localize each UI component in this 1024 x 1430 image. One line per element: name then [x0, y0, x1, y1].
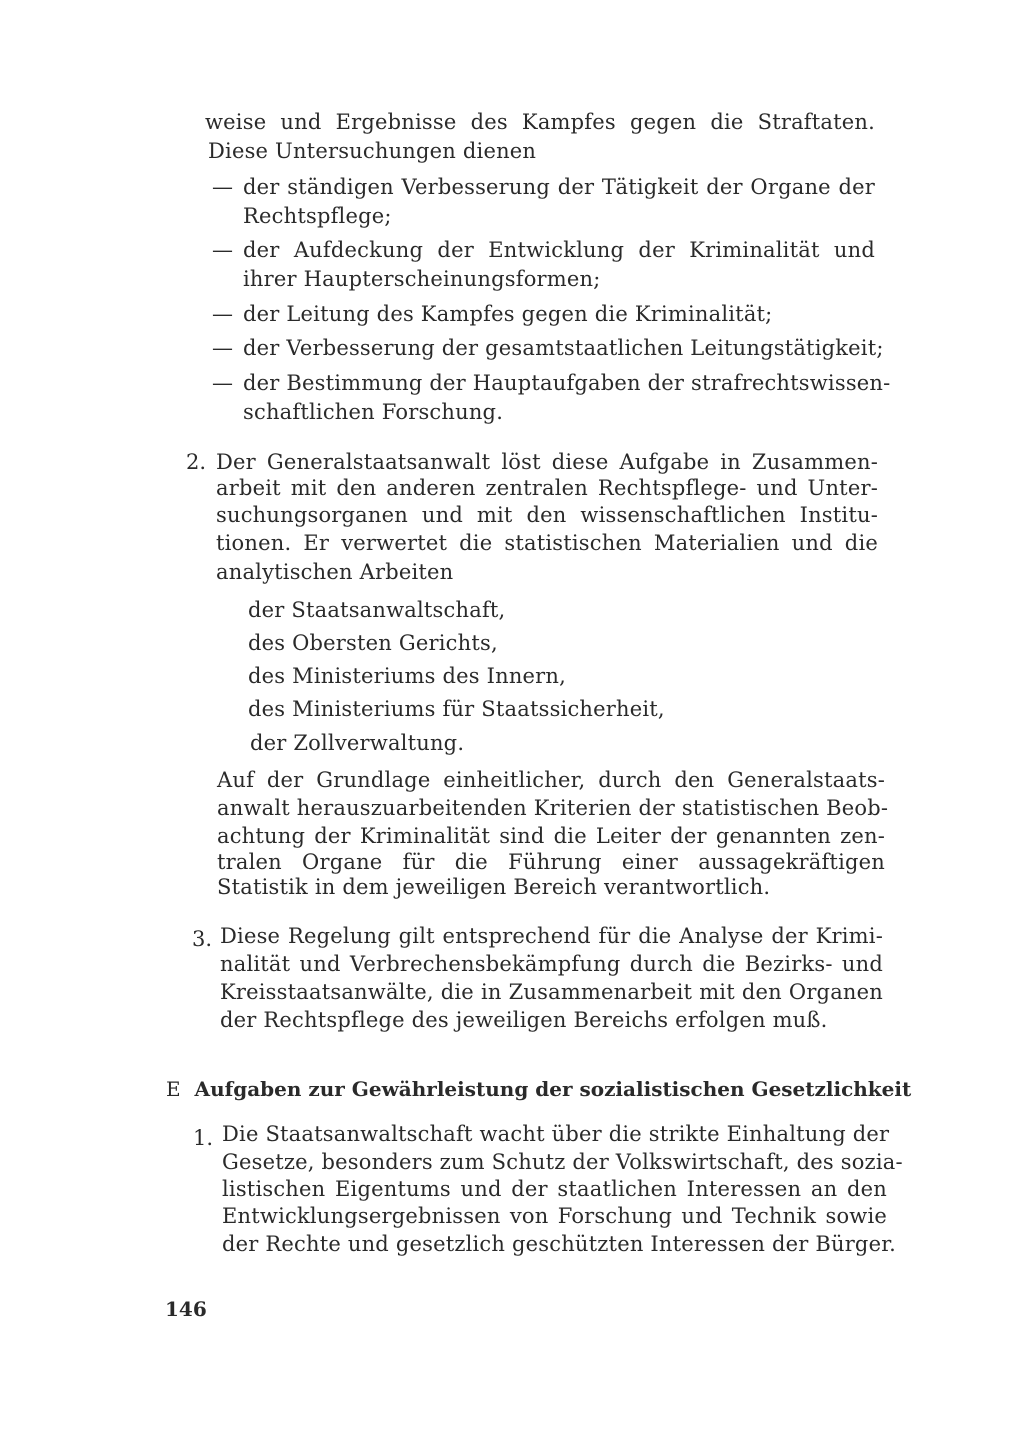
organ-item: des Obersten Gerichts, — [248, 631, 498, 655]
bullet-line: der Bestimmung der Hauptaufgaben der strafrechtswissen- — [243, 371, 891, 395]
section3-line: Diese Regelung gilt entsprechend für die Analyse der Krimi- — [220, 924, 883, 948]
page-number: 146 — [165, 1297, 207, 1321]
organ-item: der Staatsanwaltschaft, — [248, 598, 506, 622]
section3-line: nalität und Verbrechensbekämpfung durch die Bezirks- und — [220, 952, 883, 976]
sectionE-line: Gesetze, besonders zum Schutz der Volkswirtschaft, des sozia- — [222, 1150, 903, 1174]
intro-line: weise und Ergebnisse des Kampfes gegen die Straftaten. — [205, 110, 875, 134]
section2-para-line: tralen Organe für die Führung einer aussagekräftigen — [217, 850, 885, 874]
intro-line: Diese Untersuchungen dienen — [208, 139, 537, 163]
section2-line: tionen. Er verwertet die statistischen Materialien und die — [216, 531, 878, 555]
section2-para-line: Auf der Grundlage einheitlicher, durch den Generalstaats- — [217, 768, 885, 792]
bullet-dash: — — [212, 175, 233, 199]
section3-line: der Rechtspflege des jeweiligen Bereichs erfolgen muß. — [220, 1008, 828, 1032]
section2-para-line: anwalt herauszuarbeitenden Kriterien der statistischen Beob- — [217, 796, 889, 820]
organ-item: des Ministeriums für Staatssicherheit, — [248, 697, 665, 721]
section2-para-line: Statistik in dem jeweiligen Bereich verantwortlich. — [217, 875, 771, 899]
bullet-line: der ständigen Verbesserung der Tätigkeit der Organe der — [243, 175, 875, 199]
bullet-line: der Leitung des Kampfes gegen die Kriminalität; — [243, 302, 773, 326]
organ-item: der Zollverwaltung. — [250, 731, 465, 755]
bullet-line: der Verbesserung der gesamtstaatlichen Leitungstätigkeit; — [243, 336, 884, 360]
section2-line: suchungsorganen und mit den wissenschaftlichen Institu- — [216, 503, 878, 527]
bullet-line: ihrer Haupterscheinungsformen; — [243, 267, 601, 291]
bullet-dash: — — [212, 238, 233, 262]
section-title: Aufgaben zur Gewährleistung der sozialistischen Gesetzlichkeit — [194, 1077, 912, 1101]
item-number: 2. — [186, 450, 207, 474]
section2-line: Der Generalstaatsanwalt löst diese Aufgabe in Zusammen- — [216, 450, 878, 474]
bullet-dash: — — [212, 336, 233, 360]
section3-line: Kreisstaatsanwälte, die in Zusammenarbeit mit den Organen — [220, 980, 883, 1004]
item-number: 3. — [192, 927, 213, 951]
organ-item: des Ministeriums des Innern, — [248, 664, 567, 688]
bullet-line: Rechtspflege; — [243, 204, 392, 228]
section2-line: analytischen Arbeiten — [216, 560, 454, 584]
section2-line: arbeit mit den anderen zentralen Rechtspflege- und Unter- — [216, 476, 878, 500]
sectionE-line: listischen Eigentums und der staatlichen Interessen an den — [222, 1177, 887, 1201]
bullet-line: schaftlichen Forschung. — [243, 400, 504, 424]
sectionE-line: Die Staatsanwaltschaft wacht über die strikte Einhaltung der — [222, 1122, 890, 1146]
bullet-dash: — — [212, 371, 233, 395]
bullet-line: der Aufdeckung der Entwicklung der Kriminalität und — [243, 238, 875, 262]
item-number: 1. — [193, 1126, 214, 1150]
section-letter: E — [166, 1077, 181, 1101]
sectionE-line: Entwicklungsergebnissen von Forschung und Technik sowie — [222, 1204, 887, 1228]
sectionE-line: der Rechte und gesetzlich geschützten Interessen der Bürger. — [222, 1232, 897, 1256]
section2-para-line: achtung der Kriminalität sind die Leiter der genannten zen- — [217, 824, 885, 848]
bullet-dash: — — [212, 302, 233, 326]
section-heading — [166, 1075, 912, 1104]
